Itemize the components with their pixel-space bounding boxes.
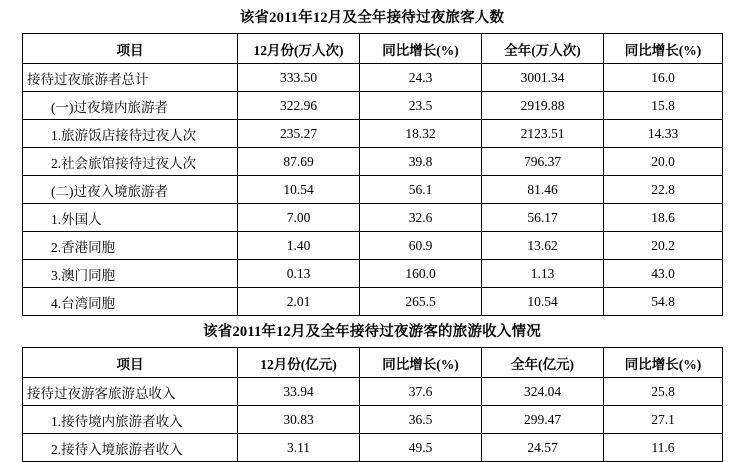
table-block-revenue — [22, 320, 722, 462]
cell-year-growth: 15.8 — [604, 92, 723, 120]
cell-year: 1.13 — [482, 260, 604, 288]
table-row — [23, 232, 723, 260]
cell-year: 2919.88 — [482, 92, 604, 120]
cell-year: 81.46 — [482, 176, 604, 204]
cell-year: 324.04 — [482, 378, 604, 406]
cell-month: 3.11 — [238, 434, 360, 462]
cell-year-growth: 11.6 — [604, 434, 723, 462]
cell-year-growth: 16.0 — [604, 64, 723, 92]
table-row — [23, 204, 723, 232]
cell-month-growth: 56.1 — [360, 176, 482, 204]
cell-month-growth: 37.6 — [360, 378, 482, 406]
cell-month-growth: 160.0 — [360, 260, 482, 288]
column-header-month-growth: 同比增长(%) — [360, 34, 482, 64]
cell-month-growth: 24.3 — [360, 64, 482, 92]
cell-month-growth: 265.5 — [360, 288, 482, 316]
cell-year-growth: 25.8 — [604, 378, 723, 406]
column-header-month: 12月份(万人次) — [238, 34, 360, 64]
row-label: (一)过夜境内旅游者 — [23, 92, 238, 120]
cell-year: 3001.34 — [482, 64, 604, 92]
cell-month-growth: 49.5 — [360, 434, 482, 462]
cell-year-growth: 20.0 — [604, 148, 723, 176]
visitors-table — [22, 33, 723, 316]
column-header-month-growth: 同比增长(%) — [360, 348, 482, 378]
column-header-item: 项目 — [23, 34, 238, 64]
cell-year-growth: 18.6 — [604, 204, 723, 232]
table-block-visitors — [22, 6, 722, 316]
cell-month-growth: 23.5 — [360, 92, 482, 120]
table-header-row — [23, 348, 723, 378]
table-header-row — [23, 34, 723, 64]
table-row — [23, 260, 723, 288]
row-label: 接待过夜旅游者总计 — [23, 64, 238, 92]
cell-year: 10.54 — [482, 288, 604, 316]
cell-year-growth: 14.33 — [604, 120, 723, 148]
cell-year-growth: 27.1 — [604, 406, 723, 434]
column-header-month: 12月份(亿元) — [238, 348, 360, 378]
cell-month-growth: 36.5 — [360, 406, 482, 434]
cell-month-growth: 18.32 — [360, 120, 482, 148]
cell-year: 2123.51 — [482, 120, 604, 148]
row-label: 接待过夜游客旅游总收入 — [23, 378, 238, 406]
cell-month: 1.40 — [238, 232, 360, 260]
table-row — [23, 434, 723, 462]
cell-month: 322.96 — [238, 92, 360, 120]
table-row — [23, 176, 723, 204]
table-row — [23, 148, 723, 176]
column-header-year: 全年(万人次) — [482, 34, 604, 64]
row-label: 1.外国人 — [23, 204, 238, 232]
row-label: 2.社会旅馆接待过夜人次 — [23, 148, 238, 176]
column-header-year: 全年(亿元) — [482, 348, 604, 378]
cell-year-growth: 20.2 — [604, 232, 723, 260]
cell-year: 56.17 — [482, 204, 604, 232]
cell-month: 33.94 — [238, 378, 360, 406]
cell-year: 796.37 — [482, 148, 604, 176]
row-label: 1.接待境内旅游者收入 — [23, 406, 238, 434]
cell-year: 13.62 — [482, 232, 604, 260]
row-label: 1.旅游饭店接待过夜人次 — [23, 120, 238, 148]
cell-year-growth: 22.8 — [604, 176, 723, 204]
cell-month-growth: 60.9 — [360, 232, 482, 260]
column-header-year-growth: 同比增长(%) — [604, 348, 723, 378]
table-title: 该省2011年12月及全年接待过夜游客的旅游收入情况 — [203, 324, 541, 340]
cell-year-growth: 54.8 — [604, 288, 723, 316]
cell-year: 299.47 — [482, 406, 604, 434]
cell-month-growth: 32.6 — [360, 204, 482, 232]
cell-month: 333.50 — [238, 64, 360, 92]
cell-month: 10.54 — [238, 176, 360, 204]
table-row — [23, 92, 723, 120]
cell-month: 7.00 — [238, 204, 360, 232]
cell-year: 24.57 — [482, 434, 604, 462]
row-label: 2.接待入境旅游者收入 — [23, 434, 238, 462]
column-header-year-growth: 同比增长(%) — [604, 34, 723, 64]
table-row — [23, 406, 723, 434]
table-row — [23, 120, 723, 148]
cell-month: 30.83 — [238, 406, 360, 434]
cell-month: 0.13 — [238, 260, 360, 288]
table-title: 该省2011年12月及全年接待过夜旅客人数 — [239, 10, 505, 26]
cell-month: 235.27 — [238, 120, 360, 148]
column-header-item: 项目 — [23, 348, 238, 378]
cell-month: 2.01 — [238, 288, 360, 316]
row-label: 3.澳门同胞 — [23, 260, 238, 288]
revenue-table — [22, 347, 723, 462]
row-label: 2.香港同胞 — [23, 232, 238, 260]
cell-month-growth: 39.8 — [360, 148, 482, 176]
table-row — [23, 64, 723, 92]
row-label: 4.台湾同胞 — [23, 288, 238, 316]
table-row — [23, 288, 723, 316]
table-row — [23, 378, 723, 406]
cell-year-growth: 43.0 — [604, 260, 723, 288]
cell-month: 87.69 — [238, 148, 360, 176]
row-label: (二)过夜入境旅游者 — [23, 176, 238, 204]
